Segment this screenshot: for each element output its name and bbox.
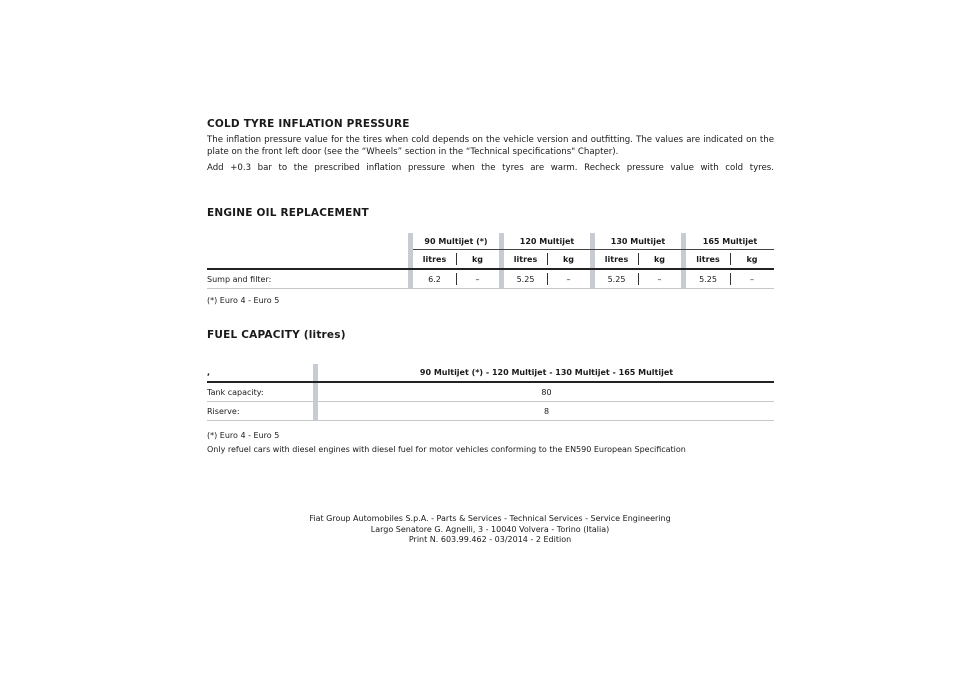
- page-content: [207, 118, 774, 454]
- table-row: [207, 270, 774, 289]
- oil-value: 6.2: [428, 274, 441, 284]
- oil-unit-header: litres: [696, 254, 720, 264]
- cell-divider: [456, 253, 457, 265]
- fuel-corner-mark: ,: [207, 368, 211, 377]
- oil-unit-header: kg: [562, 254, 575, 264]
- fuel-section-title: FUEL CAPACITY (litres): [207, 329, 346, 341]
- cell-divider: [547, 253, 548, 265]
- fuel-header-row: [207, 364, 774, 383]
- oil-engine-header-row: [207, 233, 774, 250]
- cell-divider: [638, 273, 639, 285]
- oil-engine-header: 130 Multijet: [610, 237, 666, 246]
- oil-engine-header: 165 Multijet: [702, 237, 758, 246]
- footer-address: Largo Senatore G. Agnelli, 3 - 10040 Volvera - Torino (Italia): [370, 524, 610, 534]
- footer-print-number: Print N. 603.99.462 - 03/2014 - 2 Edition: [408, 535, 572, 544]
- oil-value: –: [657, 274, 662, 284]
- oil-unit-header-row: [207, 250, 774, 270]
- tyre-section-title: COLD TYRE INFLATION PRESSURE: [207, 118, 410, 130]
- cell-divider: [547, 273, 548, 285]
- tyre-paragraph-2: Add +0.3 bar to the prescribed inflation pressure when the tyres are warm. Recheck pressure value with cold tyres.: [207, 163, 774, 173]
- cell-divider: [730, 253, 731, 265]
- oil-engine-header: 120 Multijet: [519, 237, 575, 246]
- oil-value: 5.25: [607, 274, 626, 284]
- oil-unit-header: kg: [653, 254, 666, 264]
- fuel-row-label: Tank capacity:: [207, 387, 264, 397]
- table-row: [207, 383, 774, 402]
- oil-value: –: [475, 274, 480, 284]
- cell-divider: [456, 273, 457, 285]
- fuel-row-value: 80: [541, 387, 552, 397]
- footer-company: Fiat Group Automobiles S.p.A. - Parts & Services - Technical Services - Service Engineering: [309, 514, 671, 523]
- table-row: [207, 402, 774, 421]
- page-footer: [230, 514, 750, 546]
- oil-section-title: ENGINE OIL REPLACEMENT: [207, 207, 369, 219]
- fuel-footnote: (*) Euro 4 - Euro 5: [207, 431, 280, 440]
- fuel-row-label: Riserve:: [207, 406, 240, 416]
- tyre-paragraph-1: The inflation pressure value for the tires when cold depends on the vehicle version and outfitting. The values are indicated on the plate on the front left door (see the “Wheels” section in the “Technical specifications" Chapter).: [207, 135, 774, 157]
- fuel-table: [207, 364, 774, 454]
- oil-unit-header: kg: [471, 254, 484, 264]
- oil-table: [207, 233, 774, 305]
- fuel-engine-header: 90 Multijet (*) - 120 Multijet - 130 Multijet - 165 Multijet: [419, 368, 674, 377]
- oil-value: 5.25: [699, 274, 717, 284]
- cell-divider: [730, 273, 731, 285]
- oil-footnote: (*) Euro 4 - Euro 5: [207, 296, 280, 305]
- oil-value: 5.25: [516, 274, 535, 284]
- cell-divider: [638, 253, 639, 265]
- oil-unit-header: litres: [513, 254, 538, 264]
- oil-engine-header: 90 Multijet (*): [424, 237, 488, 246]
- oil-value: –: [566, 274, 571, 284]
- oil-unit-header: kg: [746, 254, 758, 264]
- fuel-instruction: Only refuel cars with diesel engines with diesel fuel for motor vehicles conforming to the EN590 European Specification: [207, 445, 686, 454]
- oil-value: –: [750, 274, 754, 284]
- fuel-row-value: 8: [543, 406, 550, 416]
- oil-unit-header: litres: [422, 254, 447, 264]
- oil-unit-header: litres: [604, 254, 629, 264]
- oil-row-label: Sump and filter:: [207, 274, 272, 284]
